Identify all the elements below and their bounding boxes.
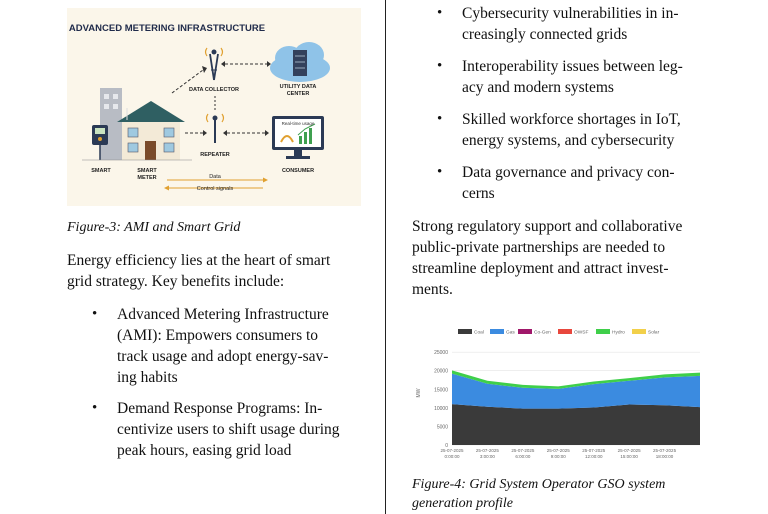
bullet-icon: • — [437, 111, 443, 127]
challenges-list — [437, 3, 706, 204]
generation-chart-svg — [412, 323, 706, 463]
repeater-icon — [207, 114, 224, 143]
utility-data-center-label-1: UTILITY DATA — [279, 84, 317, 90]
x-tick-label: 9:00:00 — [550, 454, 566, 459]
antenna-tower-icon — [206, 48, 223, 80]
x-tick-label: 25-07-2025 — [440, 448, 464, 453]
y-tick-label: 15000 — [434, 387, 448, 394]
utility-data-center-label-2: CENTER — [286, 91, 310, 97]
control-signals-label: Control signals — [196, 186, 234, 192]
repeater-label: REPEATER — [200, 152, 230, 158]
smart-label: SMART — [91, 168, 111, 174]
x-tick-label: 25-07-2025 — [617, 448, 641, 453]
y-axis-label: MW — [416, 388, 422, 398]
y-tick-label: 20000 — [434, 368, 448, 375]
ami-title: ADVANCED METERING INFRASTRUCTURE — [68, 23, 266, 34]
list-item: • Advanced Metering Infrastructure (AMI): Empowers consumers to track usage and adopt energy-sav- ing habits — [92, 306, 329, 386]
x-tick-label: 6:00:00 — [515, 454, 531, 459]
x-tick-label: 25-07-2025 — [546, 448, 570, 453]
ami-diagram — [67, 8, 361, 206]
legend-swatch — [596, 329, 610, 334]
legend-label: Hydro — [612, 330, 625, 336]
list-item: • Skilled workforce shortages in IoT, energy systems, and cybersecurity — [437, 111, 681, 149]
x-tick-label: 25-07-2025 — [653, 448, 677, 453]
consumer-label: CONSUMER — [281, 168, 315, 174]
intro-line: grid strategy. Key benefits include: — [67, 273, 285, 290]
figure3-caption: Figure-3: AMI and Smart Grid — [67, 220, 241, 235]
house-icon — [100, 88, 185, 160]
x-tick-label: 3:00:00 — [479, 454, 495, 459]
legend-label: Solar — [648, 330, 660, 336]
realtime-usage-label: Real-time usage — [281, 121, 315, 126]
bullet-icon: • — [437, 58, 443, 74]
benefits-list — [92, 304, 361, 461]
legend-label: Co-Gen — [534, 330, 551, 336]
column-divider — [385, 0, 386, 514]
x-tick-label: 18:00:00 — [655, 454, 674, 459]
x-tick-label: 12:00:00 — [584, 454, 603, 459]
series-area-gas — [452, 374, 700, 409]
smart-meter-label-1: SMART — [137, 168, 157, 174]
bullet-icon: • — [92, 306, 98, 322]
y-tick-label: 25000 — [434, 350, 448, 357]
list-item: • Interoperability issues between leg- acy and modern systems — [437, 58, 683, 96]
data-label: Data — [209, 174, 221, 180]
legend-swatch — [632, 329, 646, 334]
smart-meter-label-2: METER — [137, 175, 157, 181]
legend-swatch — [490, 329, 504, 334]
legend-swatch — [518, 329, 532, 334]
y-tick-label: 0 — [445, 443, 448, 449]
bullet-icon: • — [92, 400, 98, 416]
list-item: • Demand Response Programs: In- centivize users to shift usage during peak hours, easing grid load — [92, 400, 340, 459]
legend-label: Gas — [506, 330, 515, 336]
y-tick-label: 10000 — [434, 405, 448, 412]
ami-figure — [67, 8, 361, 206]
data-collector-label: DATA COLLECTOR — [189, 87, 239, 93]
list-item: • Data governance and privacy con- cerns — [437, 164, 675, 202]
bullet-icon: • — [437, 5, 443, 21]
x-tick-label: 15:00:00 — [620, 454, 638, 459]
x-tick-label: 25-07-2025 — [475, 448, 499, 453]
bullet-icon: • — [437, 164, 443, 180]
x-tick-label: 25-07-2025 — [511, 448, 535, 453]
intro-paragraph — [67, 250, 361, 292]
list-item: • Cybersecurity vulnerabilities in in- creasingly connected grids — [437, 5, 679, 43]
y-tick-label: 5000 — [436, 424, 448, 431]
legend-swatch — [458, 329, 472, 334]
figure4-caption: Figure-4: Grid System Operator GSO system generation profile — [412, 477, 666, 511]
series-area-coal — [452, 404, 700, 445]
legend-label: Coal — [474, 330, 484, 336]
closing-paragraph: Strong regulatory support and collaborative public-private partnerships are needed to streamline deployment and attract invest- ments. — [412, 218, 683, 298]
intro-line: Energy efficiency lies at the heart of smart — [67, 252, 331, 269]
x-tick-label: 0:00:00 — [444, 454, 460, 459]
x-tick-label: 25-07-2025 — [582, 448, 606, 453]
generation-chart — [412, 323, 706, 463]
legend-swatch — [558, 329, 572, 334]
cloud-icon — [270, 42, 330, 82]
legend-label: OWSF — [574, 330, 589, 336]
